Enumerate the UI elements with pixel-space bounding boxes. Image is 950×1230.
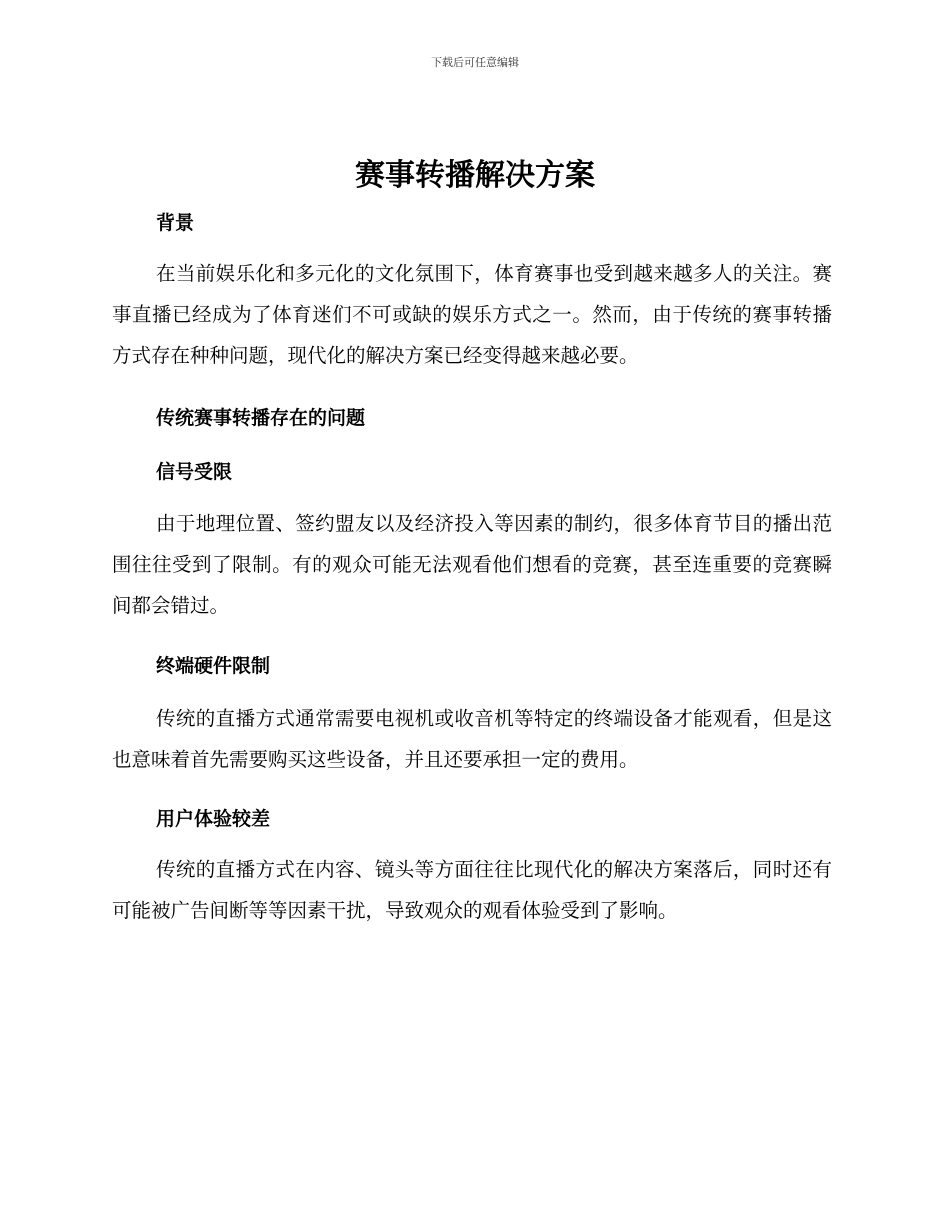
section-heading-signal-limit: 信号受限: [156, 461, 233, 483]
section-heading-problems: 传统赛事转播存在的问题: [156, 407, 366, 429]
section-heading-hardware-limit: 终端硬件限制: [156, 655, 271, 677]
section-body-hardware-limit: 传统的直播方式通常需要电视机或收音机等特定的终端设备才能观看，但是这也意味着首先需要购买这些设备，并且还要承担一定的费用。: [112, 707, 832, 771]
section-body-signal-limit: 由于地理位置、签约盟友以及经济投入等因素的制约，很多体育节目的播出范围往往受到了限制。有的观众可能无法观看他们想看的竞赛，甚至连重要的竞赛瞬间都会错过。: [112, 512, 832, 617]
section-body-background: 在当前娱乐化和多元化的文化氛围下，体育赛事也受到越来越多人的关注。赛事直播已经成为了体育迷们不可或缺的娱乐方式之一。然而，由于传统的赛事转播方式存在种种问题，现代化的解决方案已经变得越来越必要。: [112, 262, 832, 367]
section-heading-user-experience: 用户体验较差: [156, 808, 271, 830]
header-note: 下载后可任意编辑: [431, 56, 519, 69]
document-title: 赛事转播解决方案: [355, 158, 595, 193]
section-body-user-experience: 传统的直播方式在内容、镜头等方面往往比现代化的解决方案落后，同时还有可能被广告间断等等因素干扰，导致观众的观看体验受到了影响。: [112, 858, 832, 922]
section-heading-background: 背景: [156, 212, 195, 234]
